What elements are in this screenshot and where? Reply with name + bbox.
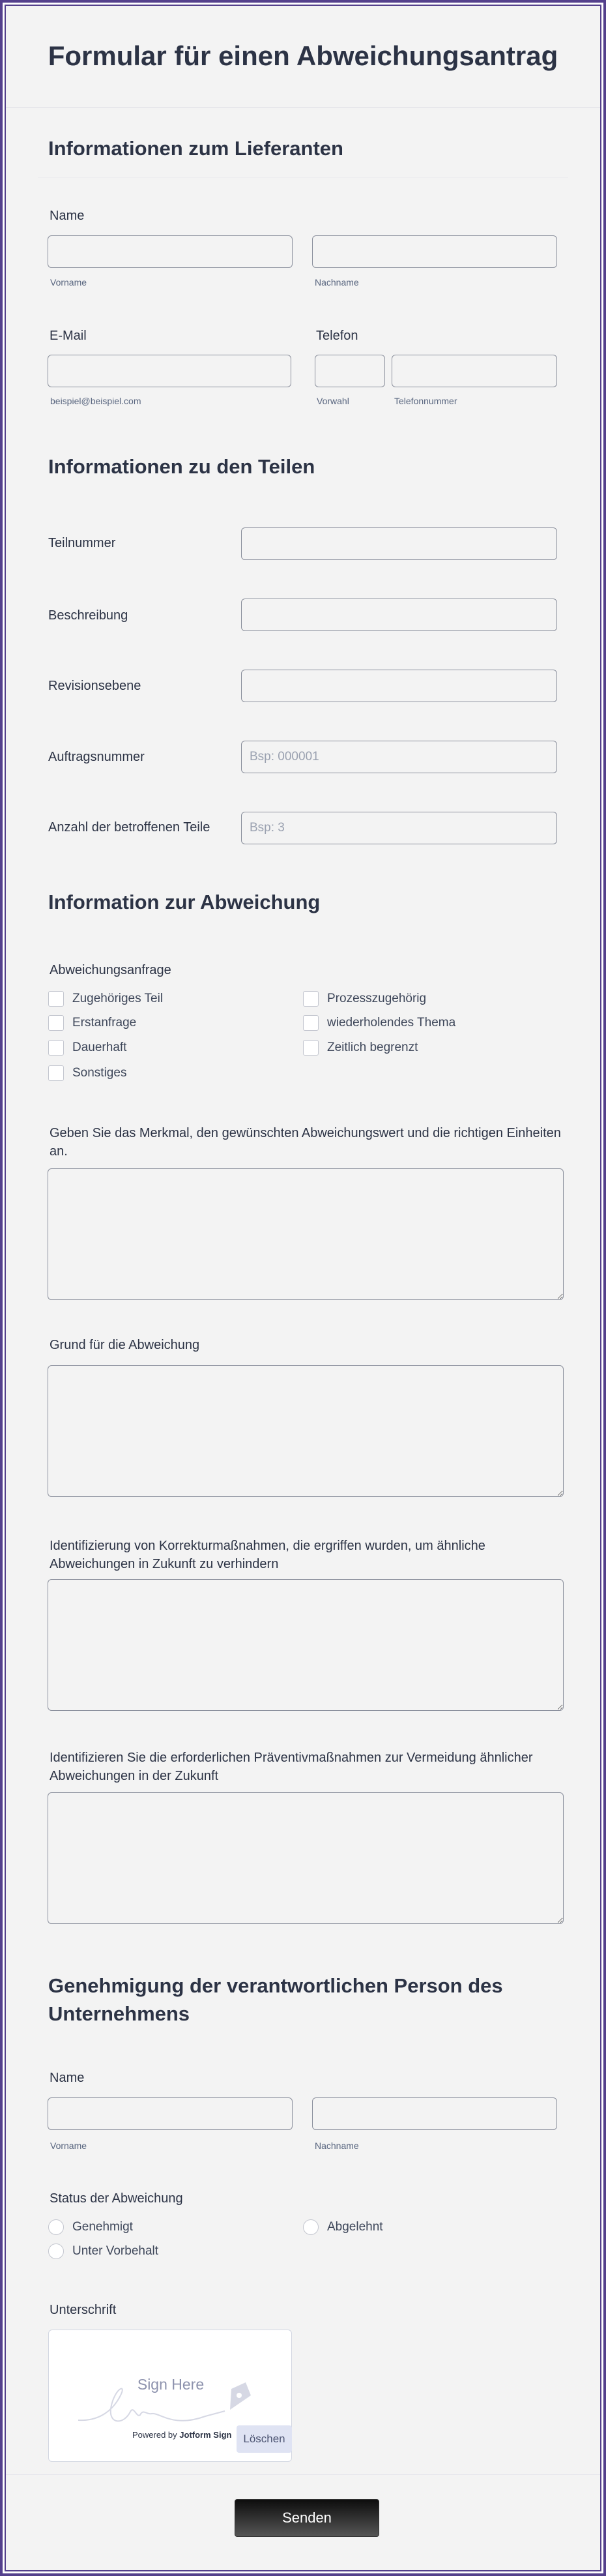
- checkbox-dauerhaft[interactable]: [48, 1040, 64, 1056]
- checkbox-wiederholendes-thema[interactable]: [303, 1015, 319, 1031]
- part-number-label: Teilnummer: [48, 536, 116, 550]
- last-name-input[interactable]: [312, 235, 557, 268]
- part-number-input[interactable]: [241, 527, 557, 560]
- name-label: Name: [50, 209, 85, 223]
- order-number-input[interactable]: [241, 741, 557, 773]
- powered-by-text: Powered by: [132, 2430, 177, 2440]
- radio-genehmigt[interactable]: [48, 2219, 64, 2235]
- characteristic-label: Geben Sie das Merkmal, den gewünschten Abweichungswert und die richtigen Einheiten an.: [50, 1126, 561, 1159]
- powered-by: [132, 2430, 231, 2440]
- corrective-actions-textarea[interactable]: [48, 1579, 564, 1711]
- approver-first-name-input[interactable]: [48, 2097, 293, 2130]
- checkbox-label: Dauerhaft: [72, 1041, 127, 1054]
- order-number-label: Auftragsnummer: [48, 750, 145, 764]
- first-name-input[interactable]: [48, 235, 293, 268]
- phone-label: Telefon: [316, 329, 358, 343]
- approver-last-sublabel: Nachname: [315, 2140, 359, 2151]
- approver-last-name-input[interactable]: [312, 2097, 557, 2130]
- preventive-actions-textarea[interactable]: [48, 1792, 564, 1924]
- reason-textarea[interactable]: [48, 1365, 564, 1497]
- phone-number-input[interactable]: [392, 355, 557, 387]
- checkbox-zeitlich-begrenzt[interactable]: [303, 1040, 319, 1056]
- revision-label: Revisionsebene: [48, 679, 141, 693]
- phone-number-sublabel: Telefonnummer: [394, 396, 457, 406]
- checkbox-label: wiederholendes Thema: [327, 1016, 456, 1029]
- section-heading-deviation: Information zur Abweichung: [48, 891, 321, 913]
- affected-parts-label: Anzahl der betroffenen Teile: [48, 820, 210, 835]
- radio-abgelehnt[interactable]: [303, 2219, 319, 2235]
- divider: [38, 177, 568, 178]
- header-divider: [6, 107, 600, 108]
- corrective-actions-label: Identifizierung von Korrekturmaßnahmen, die ergriffen wurden, um ähnliche Abweichungen in Zukunft zu verhindern: [50, 1539, 485, 1571]
- preventive-actions-label: Identifizieren Sie die erforderlichen Präventivmaßnahmen zur Vermeidung ähnlicher Abweichungen in der Zukunft: [50, 1751, 533, 1783]
- area-code-input[interactable]: [315, 355, 385, 387]
- last-name-sublabel: Nachname: [315, 277, 359, 288]
- characteristic-textarea[interactable]: [48, 1168, 564, 1300]
- email-input[interactable]: [48, 355, 291, 387]
- sign-here-text: Sign Here: [137, 2376, 205, 2393]
- section-heading-supplier: Informationen zum Lieferanten: [48, 137, 343, 160]
- reason-label: Grund für die Abweichung: [50, 1338, 200, 1352]
- area-code-sublabel: Vorwahl: [317, 396, 349, 406]
- approver-name-label: Name: [50, 2071, 85, 2085]
- revision-input[interactable]: [241, 670, 557, 702]
- checkbox-label: Erstanfrage: [72, 1016, 137, 1029]
- radio-label: Unter Vorbehalt: [72, 2244, 159, 2258]
- checkbox-label: Sonstiges: [72, 1066, 127, 1080]
- radio-unter-vorbehalt[interactable]: [48, 2243, 64, 2259]
- approver-first-sublabel: Vorname: [50, 2140, 87, 2151]
- email-sublabel: beispiel@beispiel.com: [50, 396, 141, 406]
- first-name-sublabel: Vorname: [50, 277, 87, 288]
- status-label: Status der Abweichung: [50, 2191, 183, 2206]
- signature-pen-icon: [75, 2369, 270, 2428]
- signature-label: Unterschrift: [50, 2303, 117, 2317]
- jotform-sign-brand: Jotform Sign: [179, 2430, 232, 2440]
- affected-parts-input[interactable]: [241, 812, 557, 844]
- checkbox-label: Prozesszugehörig: [327, 992, 427, 1005]
- checkbox-sonstiges[interactable]: [48, 1065, 64, 1081]
- checkbox-erstanfrage[interactable]: [48, 1015, 64, 1031]
- form-title: Formular für einen Abweichungsantrag: [48, 40, 558, 71]
- section-heading-parts: Informationen zu den Teilen: [48, 455, 315, 478]
- checkbox-zugehoeriges-teil[interactable]: [48, 991, 64, 1007]
- description-label: Beschreibung: [48, 608, 128, 623]
- request-type-label: Abweichungsanfrage: [50, 963, 171, 977]
- radio-label: Abgelehnt: [327, 2220, 383, 2234]
- description-input[interactable]: [241, 599, 557, 631]
- section-heading-approval: Genehmigung der verantwortlichen Person des Unternehmens: [48, 1974, 503, 2025]
- email-label: E-Mail: [50, 329, 87, 343]
- checkbox-label: Zeitlich begrenzt: [327, 1041, 418, 1054]
- footer-divider: [6, 2474, 600, 2475]
- checkbox-label: Zugehöriges Teil: [72, 992, 164, 1005]
- checkbox-prozesszugehoerig[interactable]: [303, 991, 319, 1007]
- radio-label: Genehmigt: [72, 2220, 133, 2234]
- clear-signature-button[interactable]: Löschen: [237, 2425, 292, 2453]
- submit-button[interactable]: Senden: [235, 2499, 379, 2537]
